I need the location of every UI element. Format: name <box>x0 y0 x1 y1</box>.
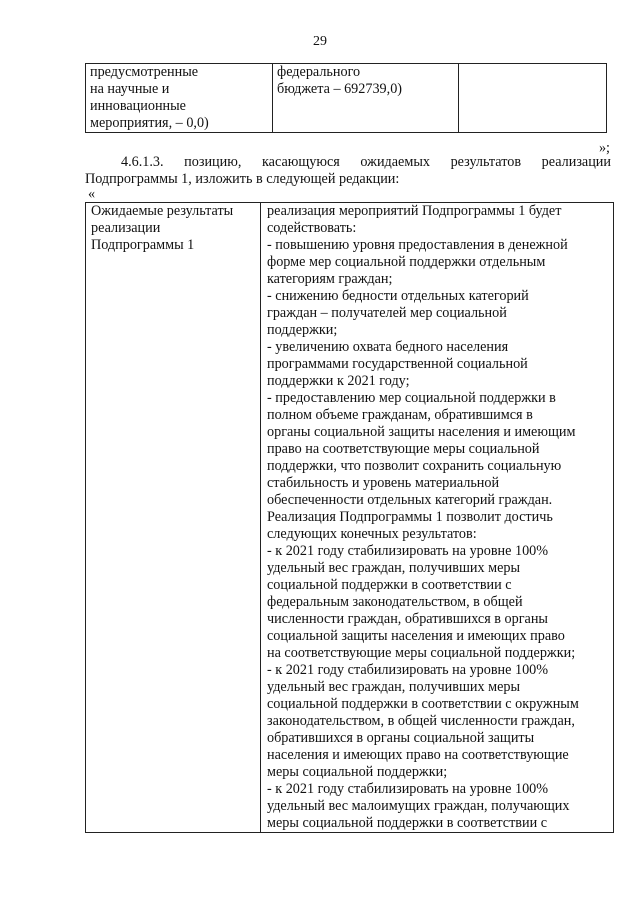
text-line: поддержки, что позволит сохранить социальную <box>267 458 562 474</box>
text-line: численности граждан, обратившихся в органы <box>267 611 548 627</box>
text-line: на научные и <box>90 81 170 97</box>
text-line: право на соответствующие меры социальной <box>267 441 540 457</box>
text-line: - снижению бедности отдельных категорий <box>267 288 529 304</box>
continuation-table <box>85 63 607 133</box>
text-line: бюджета – 692739,0) <box>277 81 403 97</box>
expected-results-label-cell <box>86 203 261 833</box>
paragraph-word: касающуюся <box>262 154 340 170</box>
text-line: удельный вес граждан, получивших меры <box>267 679 521 695</box>
text-line: социальной поддержки в соответствии с <box>267 577 512 593</box>
text-line: удельный вес малоимущих граждан, получающих <box>267 798 570 814</box>
text-line: федерального <box>277 64 361 80</box>
paragraph-word: позицию, <box>184 154 242 170</box>
text-line: - повышению уровня предоставления в денежной <box>267 237 568 253</box>
text-line: - к 2021 году стабилизировать на уровне 100% <box>267 543 549 559</box>
text-line: - к 2021 году стабилизировать на уровне 100% <box>267 662 549 678</box>
text-line: законодательством, в общей численности граждан, <box>267 713 575 729</box>
expected-results-table <box>85 202 614 833</box>
text-line: - предоставлению мер социальной поддержки в <box>267 390 556 406</box>
opening-quote: « <box>88 186 96 202</box>
expected-results-text-cell <box>261 203 614 833</box>
text-line: Подпрограммы 1 <box>91 237 195 253</box>
text-line: обеспеченности отдельных категорий граждан. <box>267 492 553 508</box>
text-line: на соответствующие меры социальной поддержки; <box>267 645 576 661</box>
paragraph-word: реализации <box>541 154 611 170</box>
text-line: реализация мероприятий Подпрограммы 1 будет <box>267 203 562 219</box>
paragraph-line-2: Подпрограммы 1, изложить в следующей редакции: <box>85 171 400 187</box>
text-line: меры социальной поддержки; <box>267 764 448 780</box>
text-line: форме мер социальной поддержки отдельным <box>267 254 546 270</box>
amendment-paragraph <box>85 154 611 188</box>
text-line: меры социальной поддержки в соответствии с <box>267 815 548 831</box>
text-line: содействовать: <box>267 220 357 236</box>
text-line: социальной защиты населения и имеющих право <box>267 628 565 644</box>
table-cell-col1 <box>86 64 273 133</box>
paragraph-word: результатов <box>450 154 522 170</box>
paragraph-word: 4.6.1.3. <box>121 154 164 170</box>
text-line: обратившихся в органы социальной защиты <box>267 730 535 746</box>
paragraph-line-1 <box>85 154 611 171</box>
text-line: - к 2021 году стабилизировать на уровне 100% <box>267 781 549 797</box>
text-line: федеральным законодательством, в общей <box>267 594 523 610</box>
text-line: удельный вес граждан, получивших меры <box>267 560 521 576</box>
text-line: социальной поддержки в соответствии с окружным <box>267 696 579 712</box>
text-line: органы социальной защиты населения и имеющим <box>267 424 576 440</box>
text-line: Реализация Подпрограммы 1 позволит достичь <box>267 509 553 525</box>
text-line: - увеличению охвата бедного населения <box>267 339 509 355</box>
table-row <box>86 64 607 133</box>
paragraph-word: ожидаемых <box>360 154 430 170</box>
text-line: Ожидаемые результаты <box>91 203 234 219</box>
text-line: программами государственной социальной <box>267 356 528 372</box>
text-line: населения и имеющих право на соответствующие <box>267 747 569 763</box>
text-line: предусмотренные <box>90 64 199 80</box>
text-line: полном объеме гражданам, обратившимся в <box>267 407 533 423</box>
text-line: поддержки; <box>267 322 338 338</box>
text-line: инновационные <box>90 98 186 114</box>
text-line: граждан – получателей мер социальной <box>267 305 507 321</box>
table-cell-col2 <box>273 64 459 133</box>
page-number: 29 <box>313 34 327 49</box>
text-line: следующих конечных результатов: <box>267 526 477 542</box>
text-line: стабильность и уровень материальной <box>267 475 500 491</box>
closing-quote: »; <box>598 140 610 156</box>
text-line: категориям граждан; <box>267 271 393 287</box>
table-cell-col3 <box>459 64 607 133</box>
text-line: реализации <box>91 220 161 236</box>
table-row <box>86 203 614 833</box>
text-line: мероприятия, – 0,0) <box>90 115 209 131</box>
text-line: поддержки к 2021 году; <box>267 373 410 389</box>
